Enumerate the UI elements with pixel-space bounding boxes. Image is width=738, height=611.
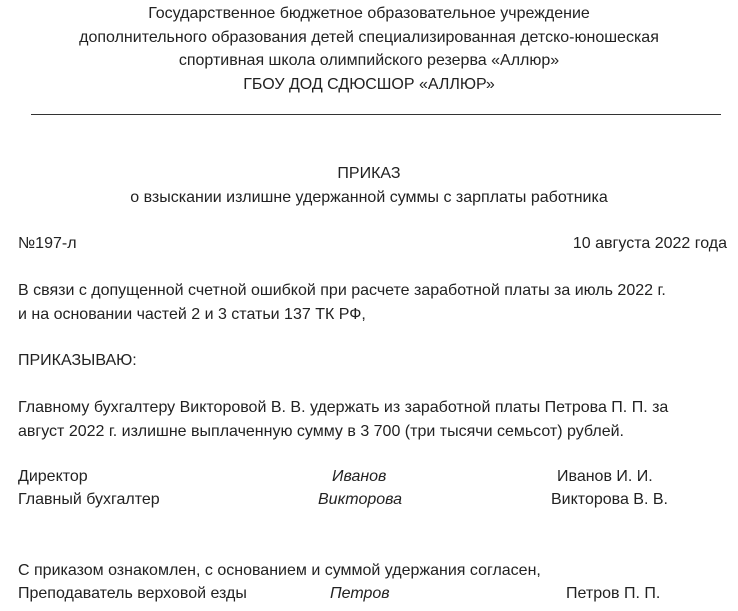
signatory-name: Викторова В. В. — [551, 491, 668, 508]
acknowledgement-text: С приказом ознакомлен, с основанием и суммой удержания согласен, — [18, 562, 541, 579]
order-word: ПРИКАЗЫВАЮ: — [18, 352, 137, 369]
signatory-signature: Викторова — [318, 491, 403, 508]
acknowledgement-name: Петров П. П. — [566, 585, 661, 602]
order-text-line-2: август 2022 г. излишне выплаченную сумму в 3 700 (три тысячи семьсот) рублей. — [18, 423, 624, 440]
acknowledgement-signature: Петров — [330, 585, 390, 602]
order-text-line-1: Главному бухгалтеру Викторовой В. В. удержать из заработной платы Петрова П. П. за — [18, 399, 669, 416]
header-divider — [31, 114, 721, 115]
basis-line-2: и на основании частей 2 и 3 статьи 137 ТК РФ, — [18, 306, 366, 323]
org-name-line-2: дополнительного образования детей специализированная детско-юношеская — [79, 29, 659, 46]
document-subject: о взыскании излишне удержанной суммы с зарплаты работника — [130, 189, 608, 206]
order-date: 10 августа 2022 года — [572, 235, 727, 252]
signatory-signature: Иванов — [332, 468, 387, 485]
org-name-line-3: спортивная школа олимпийского резерва «Аллюр» — [178, 52, 560, 69]
signatory-position: Главный бухгалтер — [18, 491, 160, 508]
signatory-position: Директор — [18, 468, 88, 485]
acknowledgement-position: Преподаватель верховой езды — [18, 585, 247, 602]
signatory-name: Иванов И. И. — [557, 468, 653, 485]
order-number: №197-л — [18, 235, 77, 252]
document-title: ПРИКАЗ — [337, 165, 401, 182]
org-name-line-1: Государственное бюджетное образовательное учреждение — [148, 5, 590, 22]
basis-line-1: В связи с допущенной счетной ошибкой при расчете заработной платы за июль 2022 г. — [18, 282, 666, 299]
org-short-name: ГБОУ ДОД СДЮСШОР «АЛЛЮР» — [243, 76, 495, 93]
